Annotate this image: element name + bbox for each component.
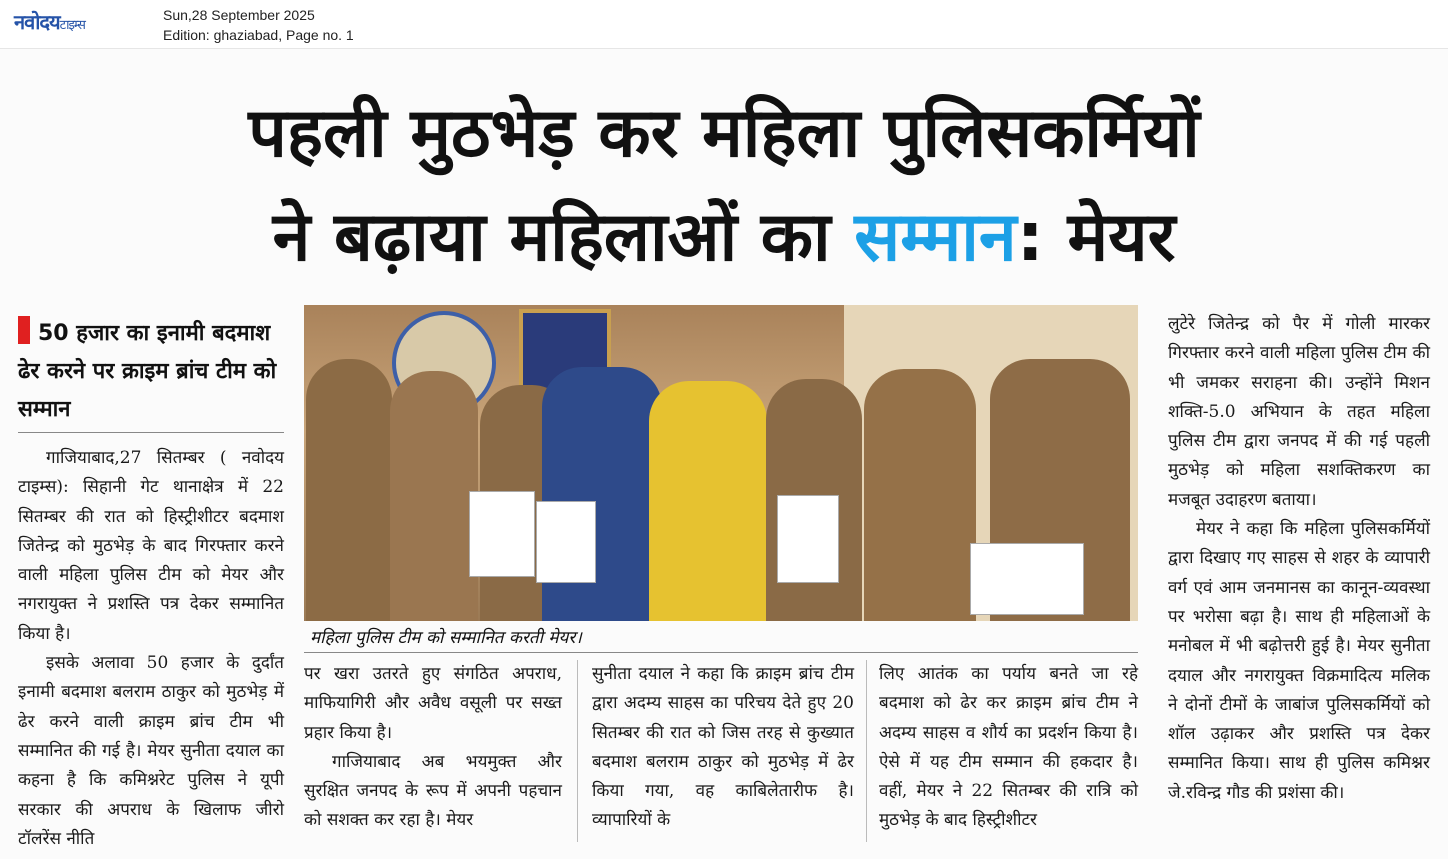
article-column-5	[1168, 310, 1430, 808]
edition-info	[163, 5, 354, 45]
headline-line-2	[0, 186, 1448, 290]
photo-person	[649, 381, 767, 621]
sub-headline-text: 50 हजार का इनामी बदमाश ढेर करने पर क्राइम ब्रांच टीम को सम्मान	[18, 321, 277, 422]
column-2-paragraph-1: पर खरा उतरते हुए संगठित अपराध, माफियागिरी और अवैध वसूली पर सख्त प्रहार किया है।	[304, 664, 562, 743]
article-column-3	[592, 660, 854, 836]
column-2-paragraph-2: गाजियाबाद अब भयमुक्त और सुरक्षित जनपद के रूप में अपनी पहचान को सशक्त कर रहा है। मेयर	[304, 751, 562, 831]
headline	[0, 82, 1448, 290]
photo-caption: महिला पुलिस टीम को सम्मानित करती मेयर।	[310, 628, 582, 648]
top-bar	[0, 0, 1448, 46]
red-square-icon	[18, 316, 30, 344]
news-photo[interactable]	[304, 305, 1138, 621]
edition-page: Edition: ghaziabad, Page no. 1	[163, 27, 354, 43]
newspaper-logo[interactable]	[14, 8, 85, 35]
photo-person	[390, 371, 478, 621]
photo-certificate	[536, 501, 596, 583]
photo-person	[306, 359, 392, 621]
article-column-4	[879, 660, 1138, 836]
photo-certificate	[469, 491, 535, 577]
column-1-paragraph-1: गाजियाबाद,27 सितम्बर ( नवोदय टाइम्स): सिहानी गेट थानाक्षेत्र में 22 सितम्बर की रात को हिस्ट्रीशीटर बदमाश जितेन्द्र को मुठभेड़ के बाद गिरफ्तार करने वाली महिला पुलिस टीम को मेयर और नगरायुक्त ने प्रशस्ति पत्र देकर सम्मानित किया है।	[18, 448, 284, 644]
photo-certificate	[970, 543, 1084, 615]
column-divider	[577, 660, 578, 842]
headline-line-1: पहली मुठभेड़ कर महिला पुलिसकर्मियों	[248, 94, 1200, 173]
caption-divider	[304, 652, 1138, 653]
sub-headline	[18, 315, 288, 429]
subhead-divider	[18, 432, 284, 433]
article-column-2	[304, 660, 562, 836]
column-1-paragraph-2: इसके अलावा 50 हजार के दुर्दांत इनामी बदमाश बलराम ठाकुर को मुठभेड़ में ढेर करने वाली क्राइम ब्रांच टीम भी सम्मानित की गई है। मेयर सुनीता दयाल का कहना है कि कमिश्नरेट पुलिस ने यूपी सरकार की अपराध के खिलाफ जीरो टॉलरेंस नीति	[18, 653, 284, 849]
column-4-paragraph-1: लिए आतंक का पर्याय बनते जा रहे बदमाश को ढेर कर क्राइम ब्रांच टीम ने अदम्य साहस व शौर्य का प्रदर्शन किया है। ऐसे में यह टीम सम्मान की हकदार है। वहीं, मेयर ने 22 सितम्बर की रात्रि को मुठभेड़ के बाद हिस्ट्रीशीटर	[879, 664, 1138, 831]
column-3-paragraph-1: सुनीता दयाल ने कहा कि क्राइम ब्रांच टीम द्वारा अदम्य साहस का परिचय देते हुए 20 सितम्बर की रात को जिस तरह से कुख्यात बदमाश बलराम ठाकुर को मुठभेड़ में ढेर किया गया, वह काबिलेतारीफ है। व्यापारियों के	[592, 664, 854, 831]
edition-date: Sun,28 September 2025	[163, 7, 315, 23]
column-5-paragraph-2: मेयर ने कहा कि महिला पुलिसकर्मियों द्वारा दिखाए गए साहस से शहर के व्यापारी वर्ग एवं आम जनमानस का कानून-व्यवस्था पर भरोसा बढ़ा है। साथ ही महिलाओं के मनोबल में भी बढ़ोत्तरी हुई है। मेयर सुनीता दयाल और नगरायुक्त विक्रमादित्य मलिक ने दोनों टीमों के जाबांज पुलिसकर्मियों को शॉल उढ़ाकर और प्रशस्ति पत्र देकर सम्मानित किया। साथ ही पुलिस कमिश्नर जे.रविन्द्र गौड की प्रशंसा की।	[1168, 519, 1430, 803]
photo-certificate	[777, 495, 839, 583]
headline-line-2-start: ने बढ़ाया महिलाओं का	[272, 198, 855, 277]
column-5-paragraph-1: लुटेरे जितेन्द्र को पैर में गोली मारकर गिरफ्तार करने वाली महिला पुलिस टीम की भी जमकर सराहना की। उन्होंने मिशन शक्ति-5.0 अभियान के तहत महिला पुलिस टीम द्वारा जनपद में की गई पहली मुठभेड़ को महिला सशक्तिकरण का मजबूत उदाहरण बताया।	[1168, 314, 1430, 510]
headline-highlight: सम्मान	[854, 198, 1017, 277]
logo-sub: टाइम्स	[59, 18, 85, 33]
photo-person	[864, 369, 976, 621]
article-column-1	[18, 444, 284, 854]
logo-main: नवोदय	[14, 10, 60, 34]
column-divider	[866, 660, 867, 842]
headline-line-2-end: : मेयर	[1016, 198, 1176, 277]
